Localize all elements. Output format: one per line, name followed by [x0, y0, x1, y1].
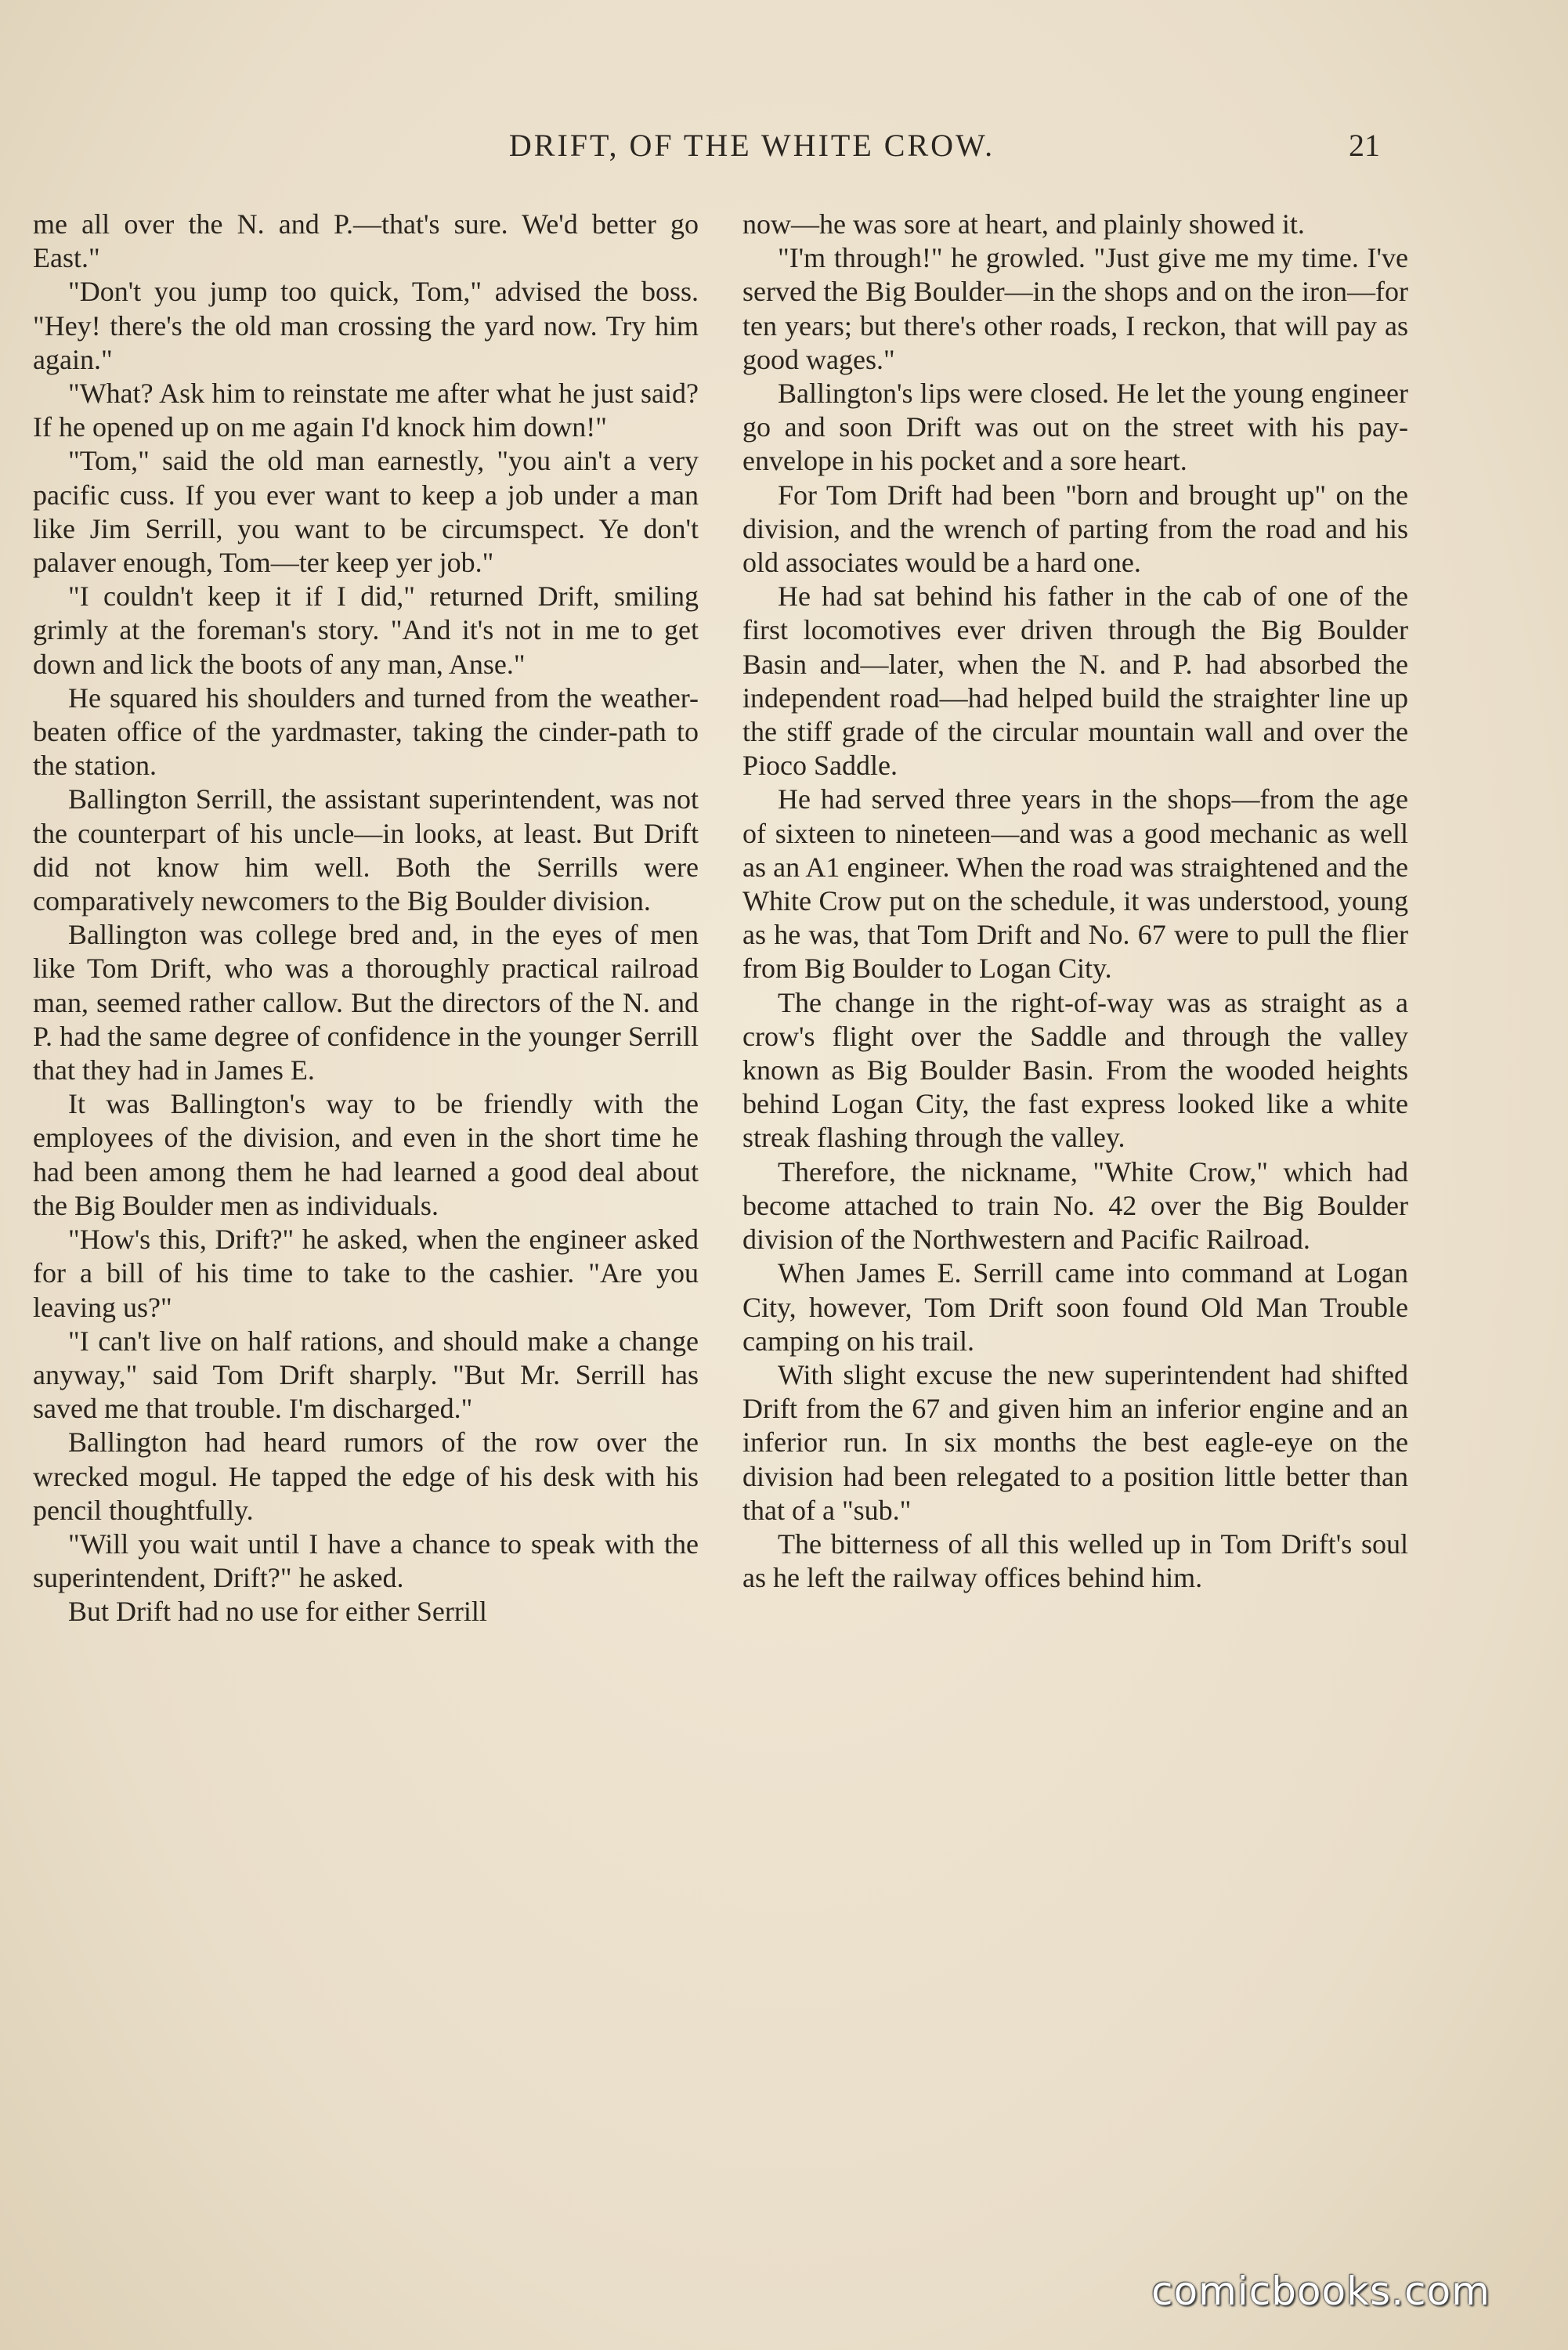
left-column	[33, 208, 699, 1629]
running-title: DRIFT, OF THE WHITE CROW.	[508, 128, 995, 163]
paragraph: "I can't live on half rations, and should make a change anyway," said Tom Drift sharply. "But Mr. Serrill has saved me that trouble. I'm discharged."	[33, 1325, 699, 1425]
paragraph: For Tom Drift had been "born and brought up" on the division, and the wrench of parting from the road and his old associates would be a hard one.	[742, 479, 1408, 579]
paragraph: "Tom," said the old man earnestly, "you ain't a very pacific cuss. If you ever want to keep a job under a man like Jim Serrill, you want to be circumspect. Ye don't palaver enough, Tom—ter keep yer job."	[33, 445, 699, 579]
paragraph: With slight excuse the new superintendent had shifted Drift from the 67 and given him an inferior engine and an inferior run. In six months the best eagle-eye on the division had been relegated to a position little better than that of a "sub."	[742, 1358, 1408, 1526]
paragraph: "Don't you jump too quick, Tom," advised the boss. "Hey! there's the old man crossing the yard now. Try him again."	[33, 276, 699, 375]
page-number: 21	[1349, 128, 1380, 163]
paragraph: now—he was sore at heart, and plainly showed it.	[742, 208, 1305, 240]
paragraph: "I couldn't keep it if I did," returned Drift, smiling grimly at the foreman's story. "And it's not in me to get down and lick the boots of any man, Anse."	[33, 580, 699, 680]
paragraph: The bitterness of all this welled up in Tom Drift's soul as he left the railway offices behind him.	[742, 1528, 1408, 1594]
paragraph: Ballington had heard rumors of the row over the wrecked mogul. He tapped the edge of his desk with his pencil thoughtfully.	[33, 1426, 699, 1526]
paragraph: He had served three years in the shops—from the age of sixteen to nineteen—and was a good mechanic as well as an A1 engineer. When the road was straightened and the White Crow put on the schedule, it was understood, young as he was, that Tom Drift and No. 67 were to pull the flier from Big Boulder to Logan City.	[742, 783, 1408, 985]
paragraph: "What? Ask him to reinstate me after what he just said? If he opened up on me again I'd knock him down!"	[33, 378, 699, 443]
paragraph: "How's this, Drift?" he asked, when the engineer asked for a bill of his time to take to the cashier. "Are you leaving us?"	[33, 1224, 699, 1323]
paragraph: The change in the right-of-way was as straight as a crow's flight over the Saddle and through the valley known as Big Boulder Basin. From the wooded heights behind Logan City, the fast express looked like a white streak flashing through the valley.	[742, 986, 1408, 1154]
paragraph: Ballington's lips were closed. He let the young engineer go and soon Drift was out on the street with his pay-envelope in his pocket and a sore heart.	[742, 378, 1408, 477]
paragraph: Ballington was college bred and, in the eyes of men like Tom Drift, who was a thoroughly practical railroad man, seemed rather callow. But the directors of the N. and P. had the same degree of confidence in the younger Serrill that they had in James E.	[33, 919, 699, 1086]
right-column	[742, 208, 1408, 1595]
paragraph: But Drift had no use for either Serrill	[68, 1596, 487, 1628]
watermark: comicbooks.com	[1151, 2269, 1490, 2314]
paragraph: "I'm through!" he growled. "Just give me my time. I've served the Big Boulder—in the shops and on the iron—for ten years; but there's other roads, I reckon, that will pay as good wages."	[742, 242, 1408, 375]
paragraph: Ballington Serrill, the assistant superintendent, was not the counterpart of his uncle—in looks, at least. But Drift did not know him well. Both the Serrills were comparatively newcomers to the Big Boulder division.	[33, 783, 699, 917]
paragraph: When James E. Serrill came into command at Logan City, however, Tom Drift soon found Old Man Trouble camping on his trail.	[742, 1257, 1408, 1357]
paragraph: It was Ballington's way to be friendly with the employees of the division, and even in the short time he had been among them he had learned a good deal about the Big Boulder men as individuals.	[33, 1088, 699, 1221]
paragraph: Therefore, the nickname, "White Crow," which had become attached to train No. 42 over the Big Boulder division of the Northwestern and Pacific Railroad.	[742, 1155, 1408, 1256]
paragraph: me all over the N. and P.—that's sure. We'd better go East."	[33, 208, 699, 274]
paragraph: "Will you wait until I have a chance to speak with the superintendent, Drift?" he asked.	[33, 1528, 699, 1594]
paragraph: He had sat behind his father in the cab of one of the first locomotives ever driven through the Big Boulder Basin and—later, when the N. and P. had absorbed the independent road—had helped build the straighter line up the stiff grade of the circular mountain wall and over the Pioco Saddle.	[742, 580, 1408, 782]
paragraph: He squared his shoulders and turned from the weather-beaten office of the yardmaster, taking the cinder-path to the station.	[33, 682, 699, 782]
